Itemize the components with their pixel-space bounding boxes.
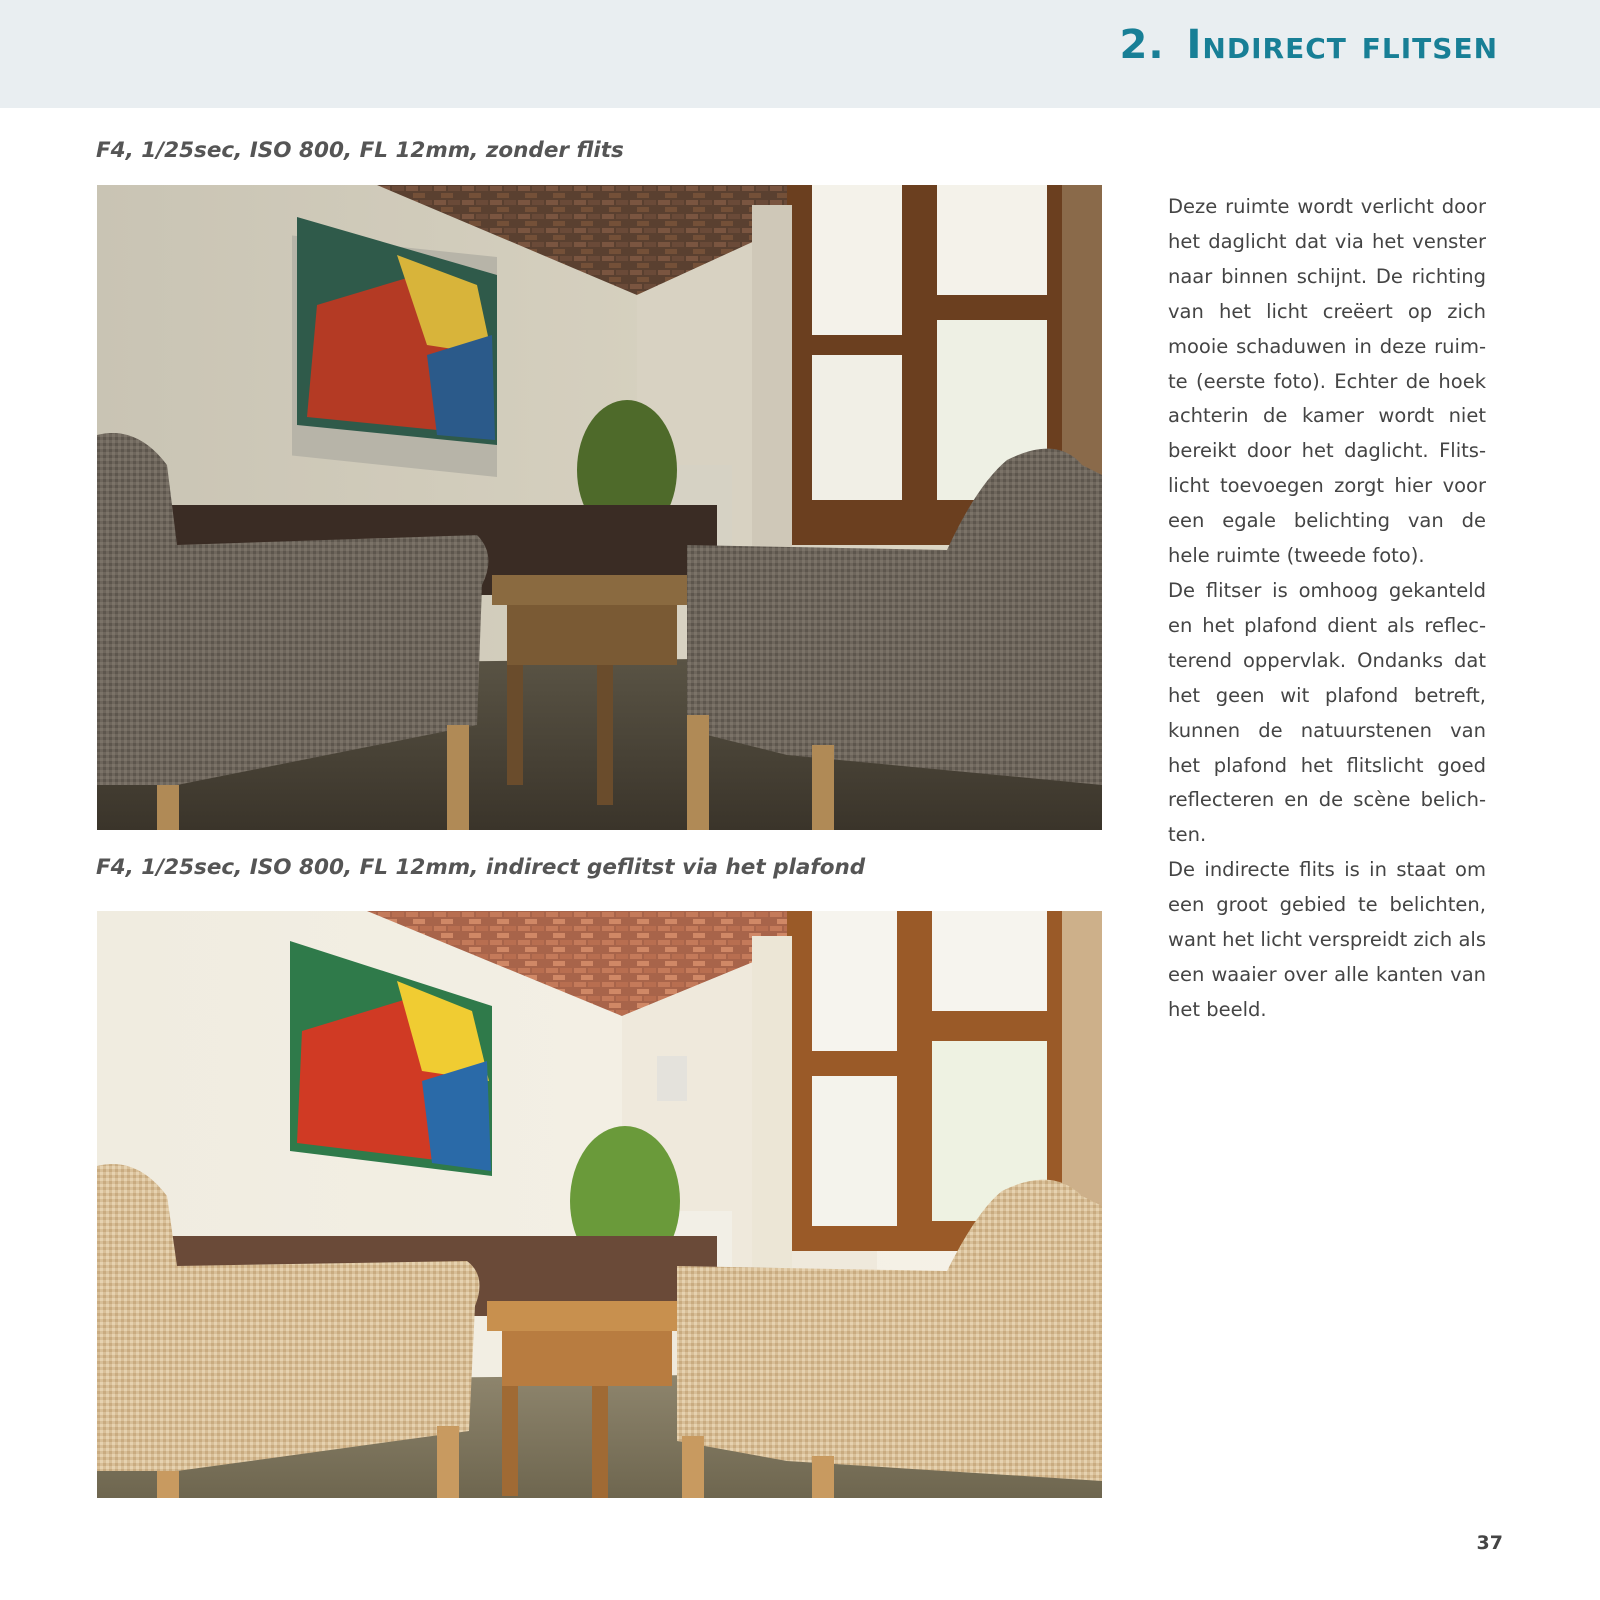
room-photo-no-flash — [97, 185, 1102, 830]
chapter-number: 2. — [1119, 22, 1165, 68]
body-paragraph-1: Deze ruimte wordt verlicht door het daglicht dat via het venster naar binnen schijnt. De richting van het licht creëert op zich mooie schaduwen in deze ruimte (eerste foto). Echter de hoek achterin de kamer wordt niet bereikt door het daglicht. Flitslicht toevoegen zorgt hier voor een egale belichting van de hele ruimte (tweede foto). — [1168, 195, 1486, 568]
body-paragraph-2: De flitser is omhoog gekanteld en het plafond dient als reflecterend oppervlak. Ondanks dat het geen wit plafond betreft, kunnen de natuurstenen van het plafond het flitslicht goed reflecteren en de scène belichten. — [1168, 578, 1486, 847]
room-photo-bounce-flash-image — [97, 911, 1102, 1498]
body-text — [1168, 190, 1486, 1028]
chapter-title: Indirect flitsen — [1186, 22, 1498, 68]
chapter-header — [0, 0, 1600, 108]
photo-caption-1: F4, 1/25sec, ISO 800, FL 12mm, zonder flits — [96, 138, 624, 163]
page-number: 37 — [1476, 1532, 1503, 1554]
photo-caption-2: F4, 1/25sec, ISO 800, FL 12mm, indirect geflitst via het plafond — [96, 855, 866, 880]
room-photo-no-flash-image — [97, 185, 1102, 830]
chapter-heading — [1120, 22, 1498, 68]
room-photo-bounce-flash — [97, 911, 1102, 1498]
body-paragraph-3: De indirecte flits is in staat om een groot gebied te belichten, want het licht verspreidt zich als een waaier over alle kanten van het beeld. — [1168, 858, 1486, 1021]
